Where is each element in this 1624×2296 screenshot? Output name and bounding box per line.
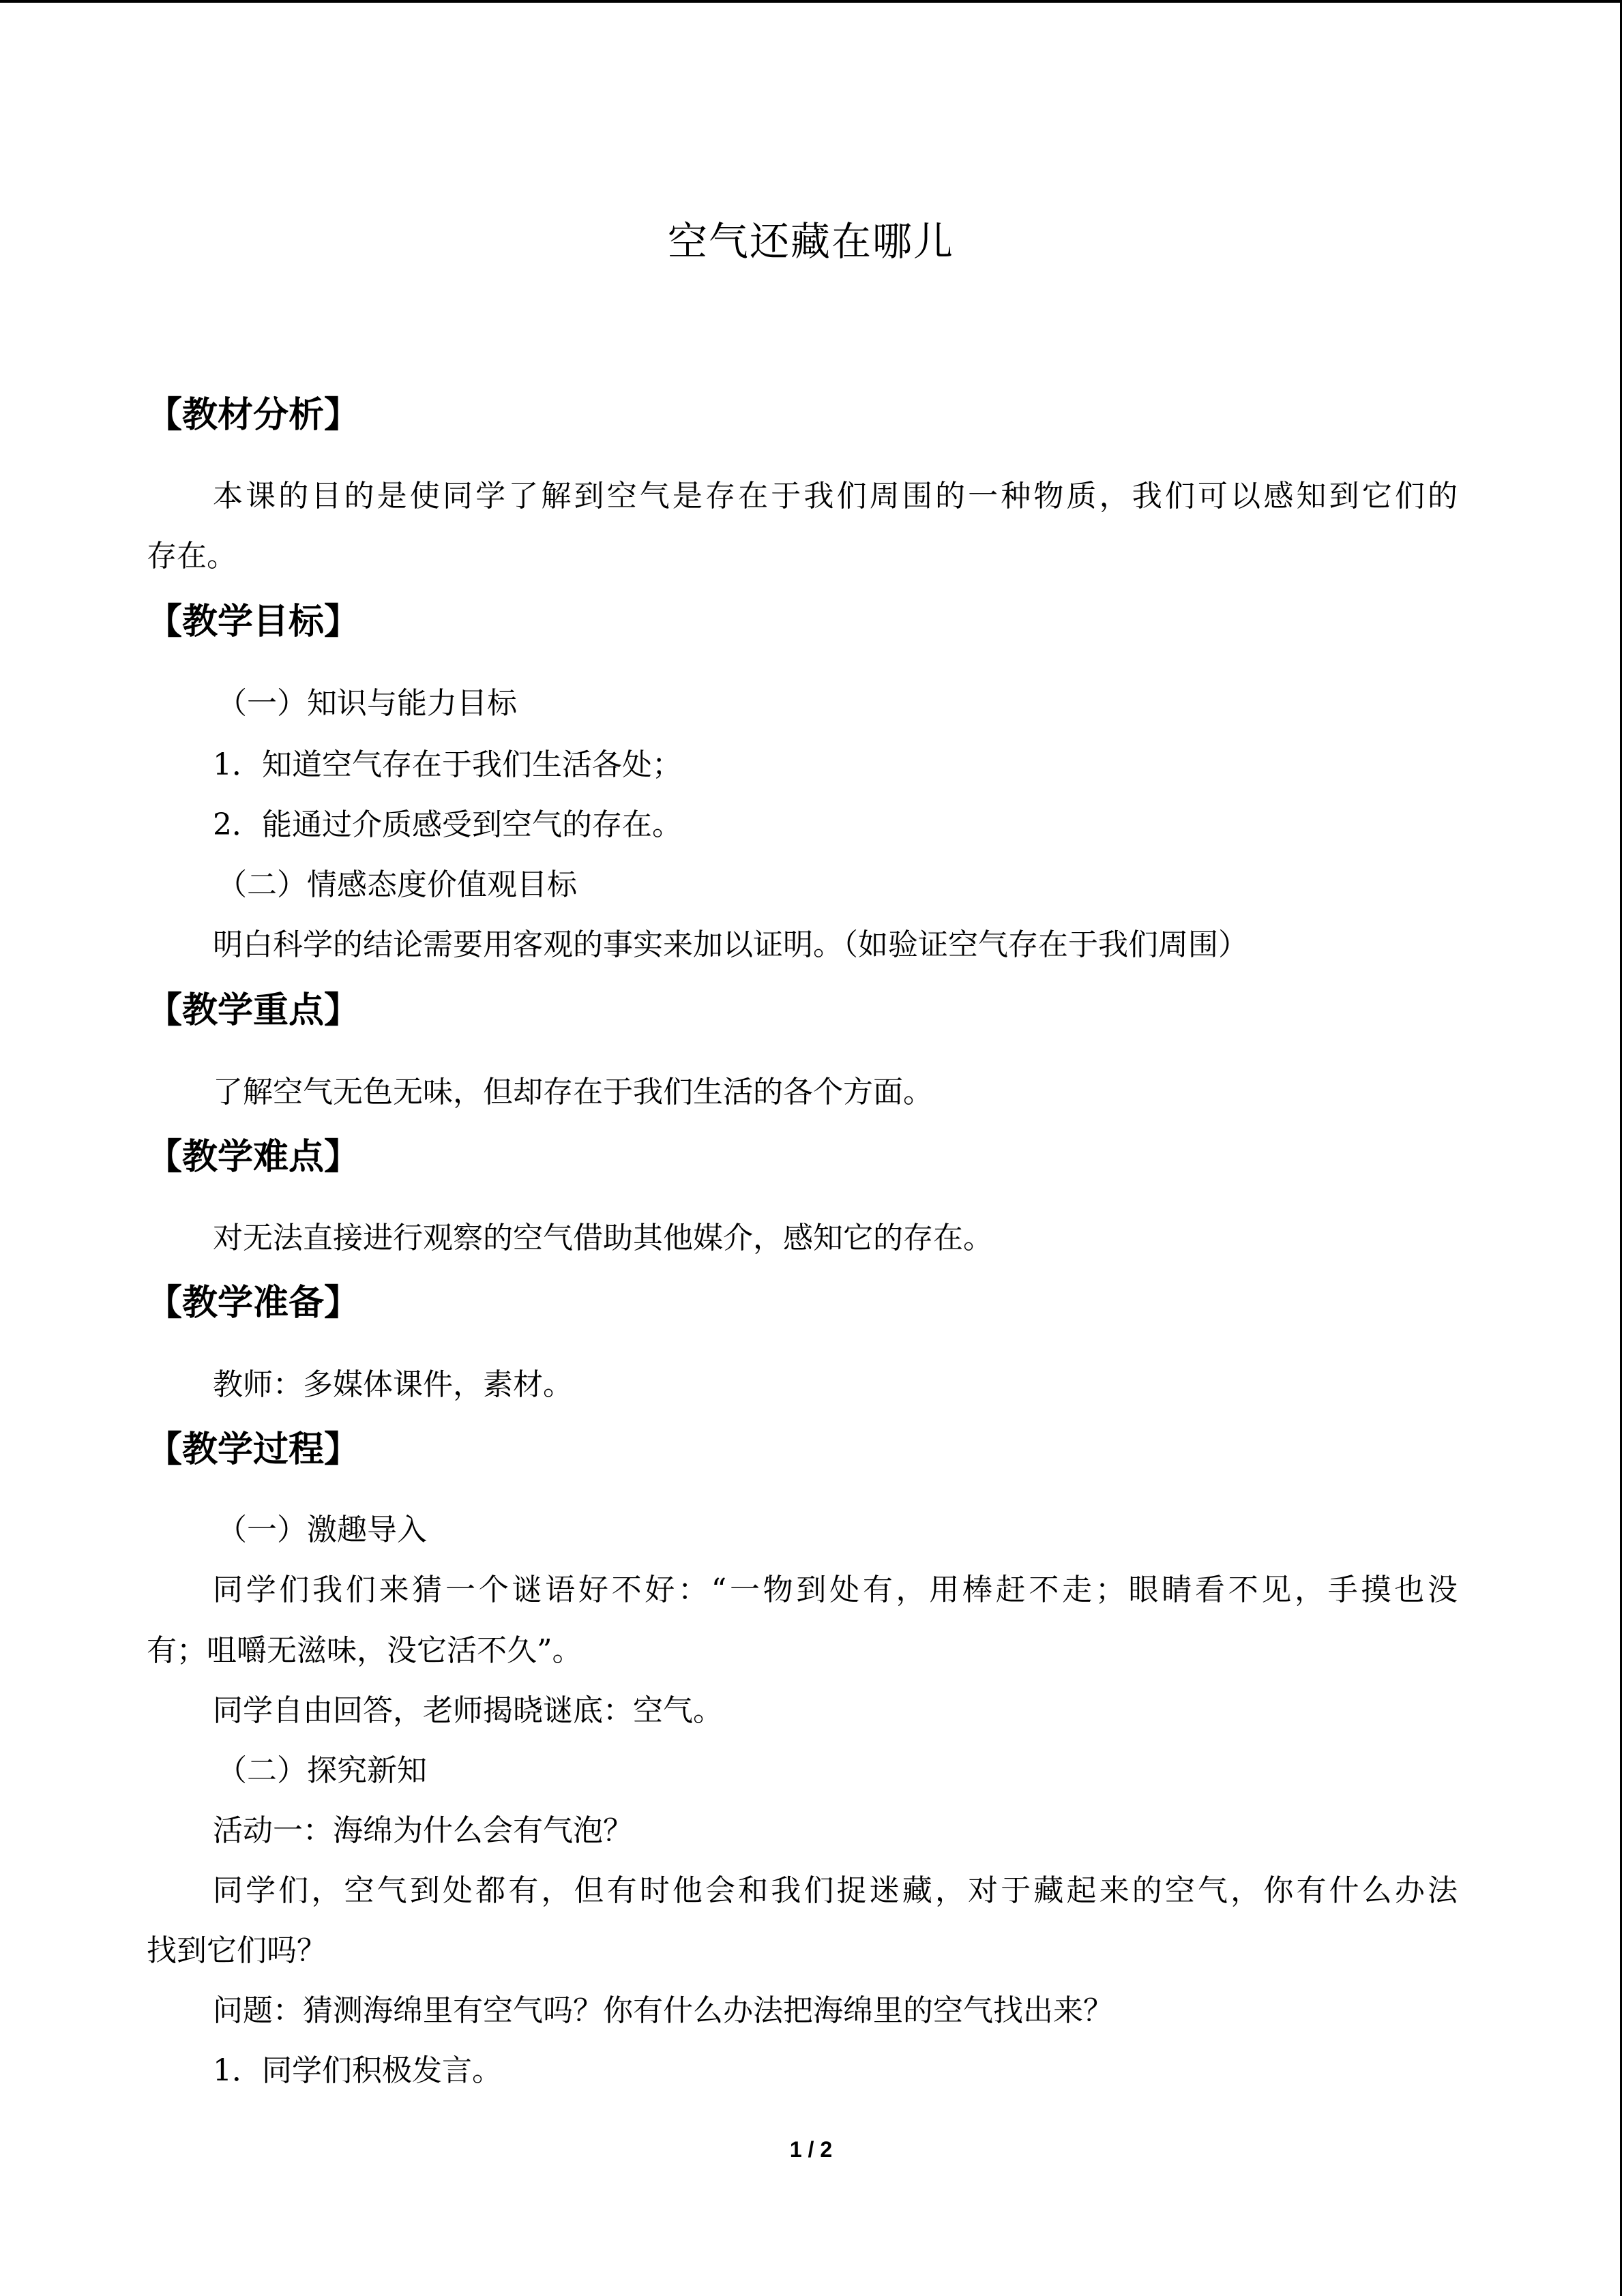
paragraph-line: 存在。 [147, 539, 237, 573]
subheading-line: （一）知识与能力目标 [217, 686, 517, 721]
subheading-line: （一）激趣导入 [217, 1512, 427, 1547]
section-heading-key-points: 【教学重点】 [147, 990, 360, 1031]
paragraph-line: 对无法直接进行观察的空气借助其他媒介，感知它的存在。 [213, 1221, 993, 1255]
paragraph-line: 教师：多媒体课件，素材。 [213, 1367, 573, 1402]
section-heading-process: 【教学过程】 [147, 1429, 360, 1470]
section-heading-difficulties: 【教学难点】 [147, 1137, 360, 1178]
subheading-line: （二）情感态度价值观目标 [217, 867, 577, 902]
list-item: 2．能通过介质感受到空气的存在。 [213, 807, 682, 842]
paragraph-line: 活动一：海绵为什么会有气泡？ [213, 1813, 633, 1848]
paragraph-line: 同学自由回答，老师揭晓谜底：空气。 [213, 1693, 723, 1728]
section-heading-objectives: 【教学目标】 [147, 601, 360, 642]
paragraph-line: 找到它们吗？ [147, 1933, 327, 1968]
paragraph-line: 本课的目的是使同学了解到空气是存在于我们周围的一种物质，我们可以感知到它们的 [213, 479, 1458, 513]
section-heading-preparation: 【教学准备】 [147, 1283, 360, 1324]
subheading-line: （二）探究新知 [217, 1753, 427, 1788]
document-title: 空气还藏在哪儿 [667, 218, 954, 265]
paragraph-line: 了解空气无色无味，但却存在于我们生活的各个方面。 [213, 1075, 933, 1109]
paragraph-line: 同学们，空气到处都有，但有时他会和我们捉迷藏，对于藏起来的空气，你有什么办法 [213, 1873, 1458, 1908]
page-number: 1 / 2 [789, 2137, 833, 2162]
paragraph-line: 有；咀嚼无滋味，没它活不久”。 [147, 1633, 582, 1668]
paragraph-line: 同学们我们来猜一个谜语好不好：“一物到处有，用棒赶不走；眼睛看不见，手摸也没 [213, 1572, 1458, 1607]
list-item: 1．知道空气存在于我们生活各处； [213, 747, 682, 782]
section-heading-analysis: 【教材分析】 [147, 395, 360, 436]
paragraph-line: 明白科学的结论需要用客观的事实来加以证明。（如验证空气存在于我们周围） [213, 927, 1248, 962]
list-item: 1．同学们积极发言。 [213, 2053, 502, 2088]
paragraph-line: 问题：猜测海绵里有空气吗？你有什么办法把海绵里的空气找出来？ [213, 1993, 1113, 2028]
